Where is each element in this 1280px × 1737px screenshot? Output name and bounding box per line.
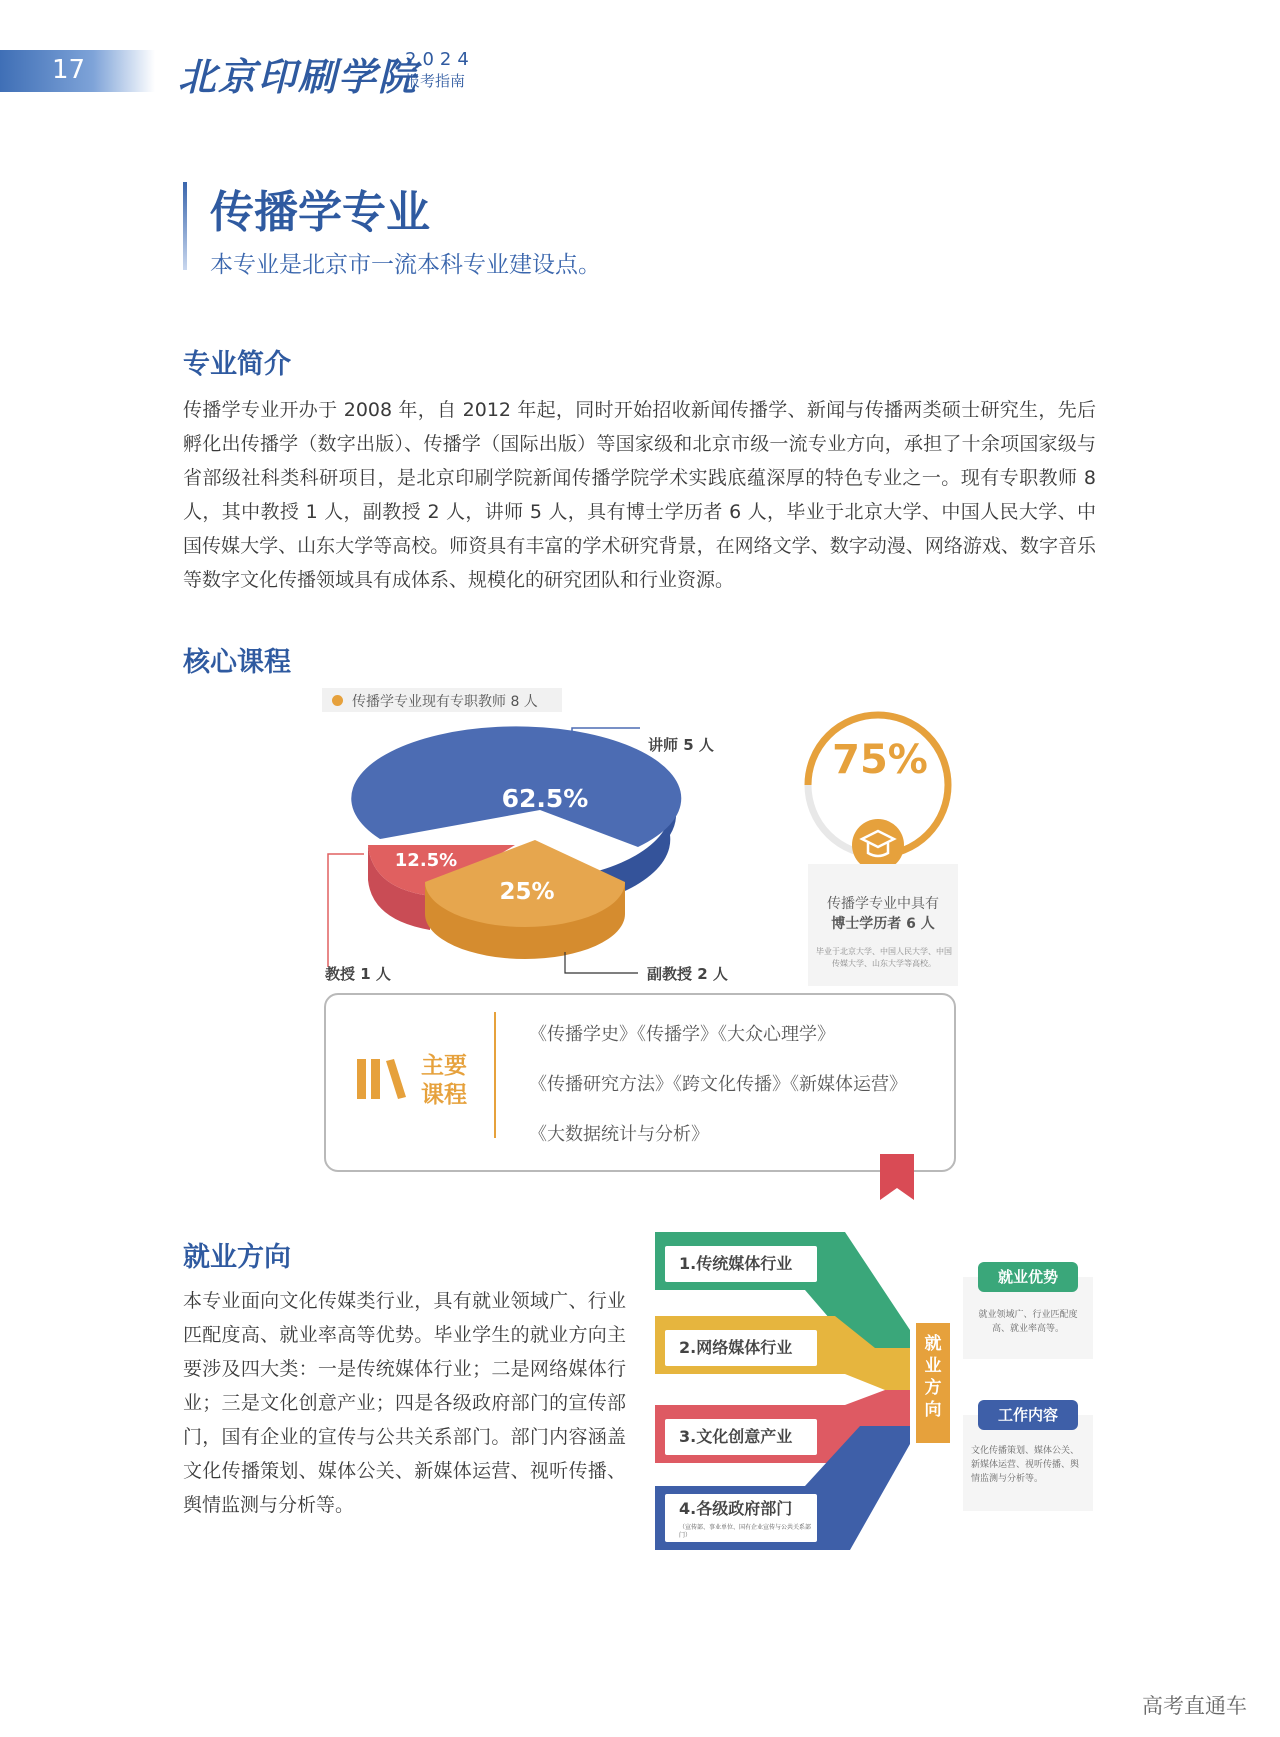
guide-label: 报考指南	[405, 72, 466, 90]
work-badge: 工作内容	[978, 1400, 1078, 1430]
teacher-pie-chart	[300, 720, 780, 990]
intro-paragraph: 传播学专业开办于 2008 年，自 2012 年起，同时开始招收新闻传播学、新闻与传播两类硕士研究生，先后孵化出传播学（数字出版）、传播学（国际出版）等国家级和北京市级一流专业方向，承担了十余项国家级与省部级社科类科研项目，是北京印刷学院新闻传播学院学术实践底蕴深厚的特色专业之一。现有专职教师 8 人，其中教授 1 人，副教授 2 人，讲师 5 人，具有博士学历者 6 人，毕业于北京大学、中国人民大学、中国传媒大学、山东大学等高校。师资具有丰富的学术研究背景，在网络文学、数字动漫、网络游戏、数字音乐等数字文化传播领域具有成体系、规模化的研究团队和行业资源。	[183, 399, 1096, 591]
professor-pct-label: 12.5%	[394, 850, 458, 871]
courses-label-line1: 主要	[421, 1053, 467, 1079]
career-item-4-label: 4.各级政府部门	[679, 1499, 793, 1518]
career-item-3: 3.文化创意产业	[665, 1419, 817, 1455]
work-text: 文化传播策划、媒体公关、新媒体运营、视听传播、舆情监测与分析等。	[971, 1446, 1080, 1484]
associate-callout: 副教授 2 人	[647, 965, 728, 983]
guide-year: 2024	[405, 49, 475, 70]
career-item-2: 2.网络媒体行业	[665, 1330, 817, 1366]
core-heading: 核心课程	[183, 647, 291, 678]
career-direction-label: 就业方向	[924, 1334, 942, 1420]
career-item-4	[665, 1494, 817, 1542]
phd-text-line2: 博士学历者 6 人	[831, 916, 935, 932]
phd-text-line1: 传播学专业中具有	[827, 896, 939, 912]
course-line-2: 《传播研究方法》《跨文化传播》《新媒体运营》	[529, 1074, 907, 1095]
phd-ring-chart	[798, 703, 958, 873]
page-subtitle: 本专业是北京市一流本科专业建设点。	[210, 252, 601, 278]
professor-callout: 教授 1 人	[325, 965, 391, 983]
title-accent-bar	[183, 182, 187, 270]
advantage-badge: 就业优势	[978, 1262, 1078, 1292]
phd-note: 毕业于北京大学、中国人民大学、中国传媒大学、山东大学等高校。	[816, 947, 952, 968]
course-line-3: 《大数据统计与分析》	[529, 1124, 709, 1145]
career-heading: 就业方向	[183, 1242, 291, 1273]
phd-percent: 75%	[832, 737, 928, 783]
page-number: 17	[52, 55, 86, 85]
school-logo-text: 北京印刷学院	[178, 54, 419, 99]
courses-label-line2: 课程	[421, 1082, 467, 1108]
legend-dot	[332, 695, 343, 706]
associate-leader-line	[565, 952, 638, 973]
courses-divider	[494, 1012, 496, 1138]
work-card	[963, 1406, 1093, 1511]
career-direction-column	[916, 1323, 950, 1443]
advantage-text: 就业领域广、行业匹配度高、就业率高等。	[978, 1310, 1078, 1334]
associate-pct-label: 25%	[499, 879, 555, 905]
intro-heading: 专业简介	[183, 349, 291, 380]
professor-leader-line	[328, 854, 364, 967]
advantage-card	[963, 1268, 1093, 1359]
course-line-1: 《传播学史》《传播学》《大众心理学》	[529, 1024, 835, 1045]
lecturer-callout: 讲师 5 人	[648, 736, 714, 754]
page-title: 传播学专业	[210, 187, 430, 238]
career-paragraph: 本专业面向文化传媒类行业，具有就业领域广、行业匹配度高、就业率高等优势。毕业学生的就业方向主要涉及四大类：一是传统媒体行业；二是网络媒体行业；三是文化创意产业；四是各级政府部门的宣传部门，国有企业的宣传与公共关系部门。部门内容涵盖文化传播策划、媒体公关、新媒体运营、视听传播、舆情监测与分析等。	[183, 1290, 626, 1516]
career-item-4-sub: （宣传部、事业单位、国有企业宣传与公共关系部门）	[679, 1524, 812, 1539]
career-item-1: 1.传统媒体行业	[665, 1246, 817, 1282]
books-icon	[356, 1057, 408, 1101]
courses-label	[421, 1052, 467, 1110]
legend-text: 传播学专业现有专职教师 8 人	[352, 694, 538, 710]
footer-watermark: 高考直通车	[1142, 1694, 1247, 1718]
bookmark-icon	[880, 1154, 914, 1200]
lecturer-pct-label: 62.5%	[501, 784, 589, 813]
